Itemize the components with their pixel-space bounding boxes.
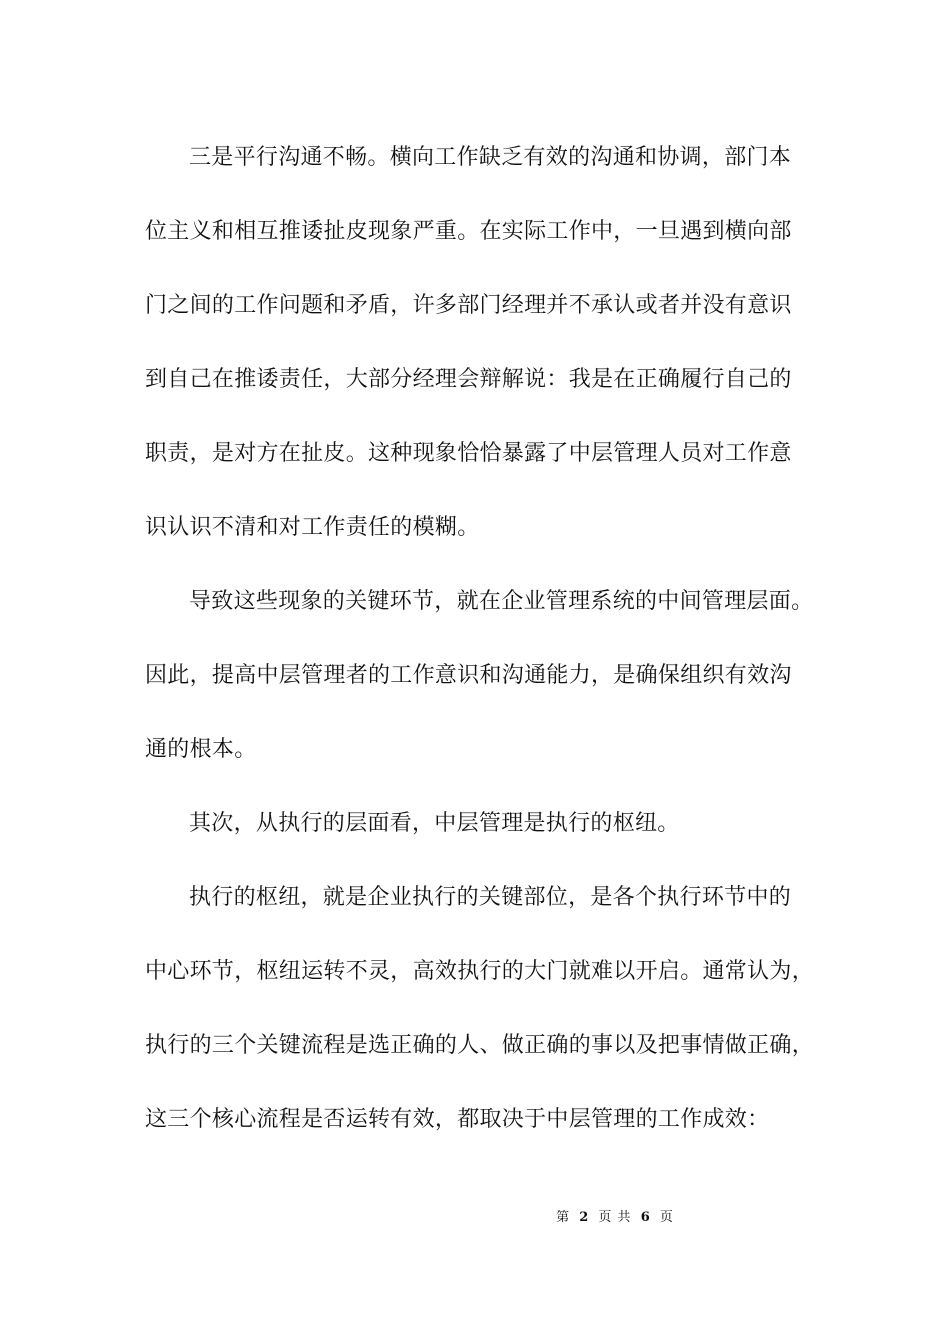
footer-middle: 页 共 [598,1210,632,1225]
page-footer [140,1208,950,1228]
text-line: 通的根本。 [145,737,257,762]
text-line: 中心环节，枢纽运转不灵，高效执行的大门就难以开启。通常认为， [145,959,815,984]
text-line: 导致这些现象的关键环节，就在企业管理系统的中间管理层面。 [189,589,814,614]
text-line: 位主义和相互推诿扯皮现象严重。在实际工作中，一旦遇到横向部 [145,219,792,244]
footer-suffix: 页 [659,1210,674,1225]
footer-prefix: 第 [556,1210,571,1225]
text-line: 职责，是对方在扯皮。这种现象恰恰暴露了中层管理人员对工作意 [145,441,792,466]
text-line: 三是平行沟通不畅。横向工作缺乏有效的沟通和协调，部门本 [189,145,792,170]
text-line: 门之间的工作问题和矛盾，许多部门经理并不承认或者并没有意识 [145,293,792,318]
footer-total-pages: 6 [640,1210,651,1225]
text-line: 到自己在推诿责任，大部分经理会辩解说：我是在正确履行自己的 [145,367,792,392]
text-line: 因此，提高中层管理者的工作意识和沟通能力，是确保组织有效沟 [145,663,792,688]
footer-page-number: 2 [579,1210,590,1225]
text-line: 其次，从执行的层面看，中层管理是执行的枢纽。 [189,811,680,836]
text-line: 这三个核心流程是否运转有效，都取决于中层管理的工作成效： [145,1107,770,1132]
text-line: 识认识不清和对工作责任的模糊。 [145,515,480,540]
text-line: 执行的枢纽，就是企业执行的关键部位，是各个执行环节中的 [189,885,792,910]
text-line: 执行的三个关键流程是选正确的人、做正确的事以及把事情做正确， [145,1033,815,1058]
